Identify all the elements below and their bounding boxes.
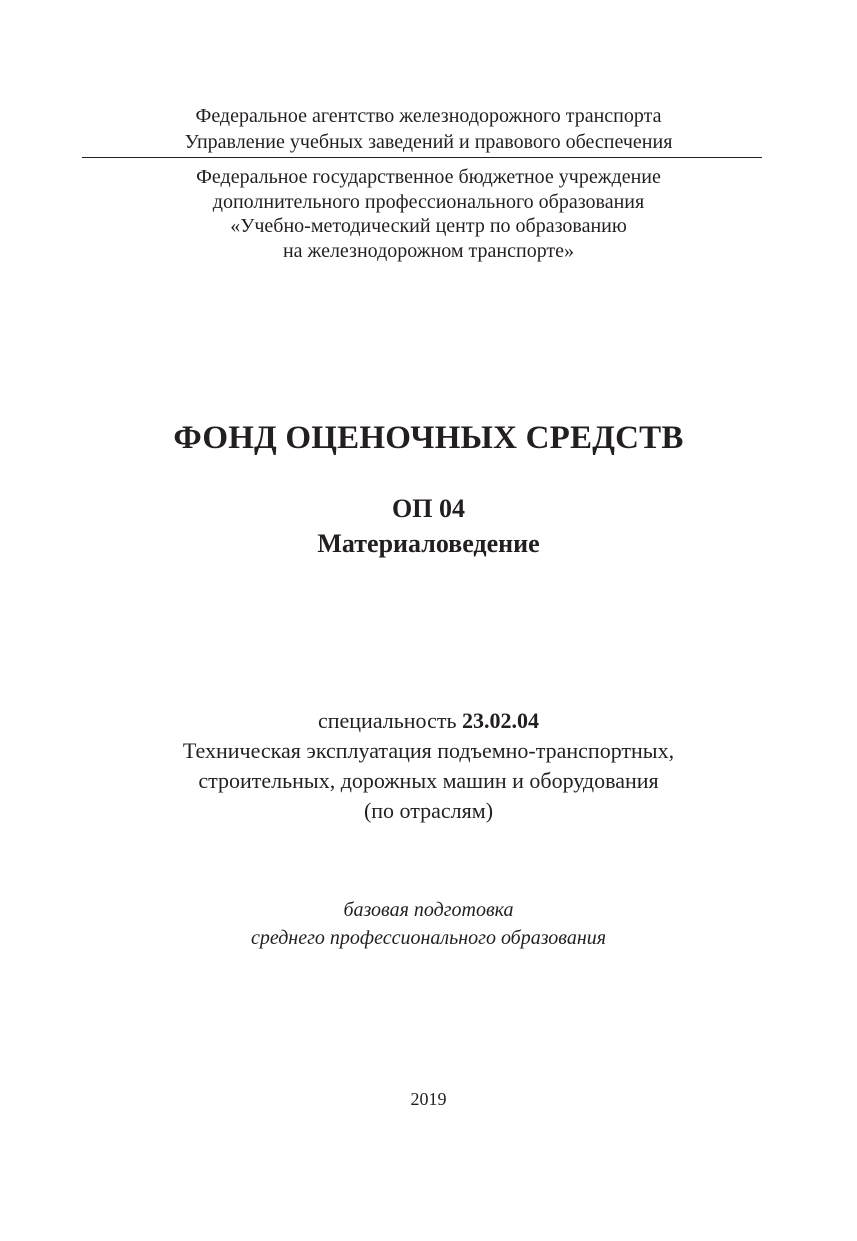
specialty-line-1: Техническая эксплуатация подъемно-транспортных, [182, 738, 675, 763]
document-title: ФОНД ОЦЕНОЧНЫХ СРЕДСТВ [173, 420, 684, 456]
specialty-label: специальность [317, 708, 457, 733]
agency-header [0, 103, 857, 155]
training-line-2: среднего профессионального образования [250, 927, 607, 949]
institution-line-1: Федеральное государственное бюджетное учреждение [196, 166, 661, 188]
institution-line-4: на железнодорожном транспорте» [282, 239, 575, 262]
institution-line-2: дополнительного профессионального образования [212, 190, 645, 213]
specialty-line-3: (по отраслям) [363, 798, 494, 823]
institution-block [0, 165, 857, 263]
specialty-line-2: строительных, дорожных машин и оборудования [198, 768, 659, 793]
specialty-heading [0, 706, 857, 736]
training-line-1: базовая подготовка [343, 899, 514, 921]
specialty-block [0, 706, 857, 826]
specialty-code: 23.02.04 [462, 708, 540, 733]
agency-line-1: Федеральное агентство железнодорожного транспорта [195, 105, 662, 127]
agency-line-2: Управление учебных заведений и правового обеспечения [184, 131, 673, 153]
subject-block [0, 491, 857, 561]
training-level [0, 896, 857, 952]
publication-year: 2019 [410, 1089, 447, 1109]
subject-name: Материаловедение [317, 529, 540, 558]
subject-code: ОП 04 [392, 494, 465, 523]
header-divider [82, 157, 762, 158]
institution-line-3: «Учебно-методический центр по образованию [230, 215, 627, 237]
